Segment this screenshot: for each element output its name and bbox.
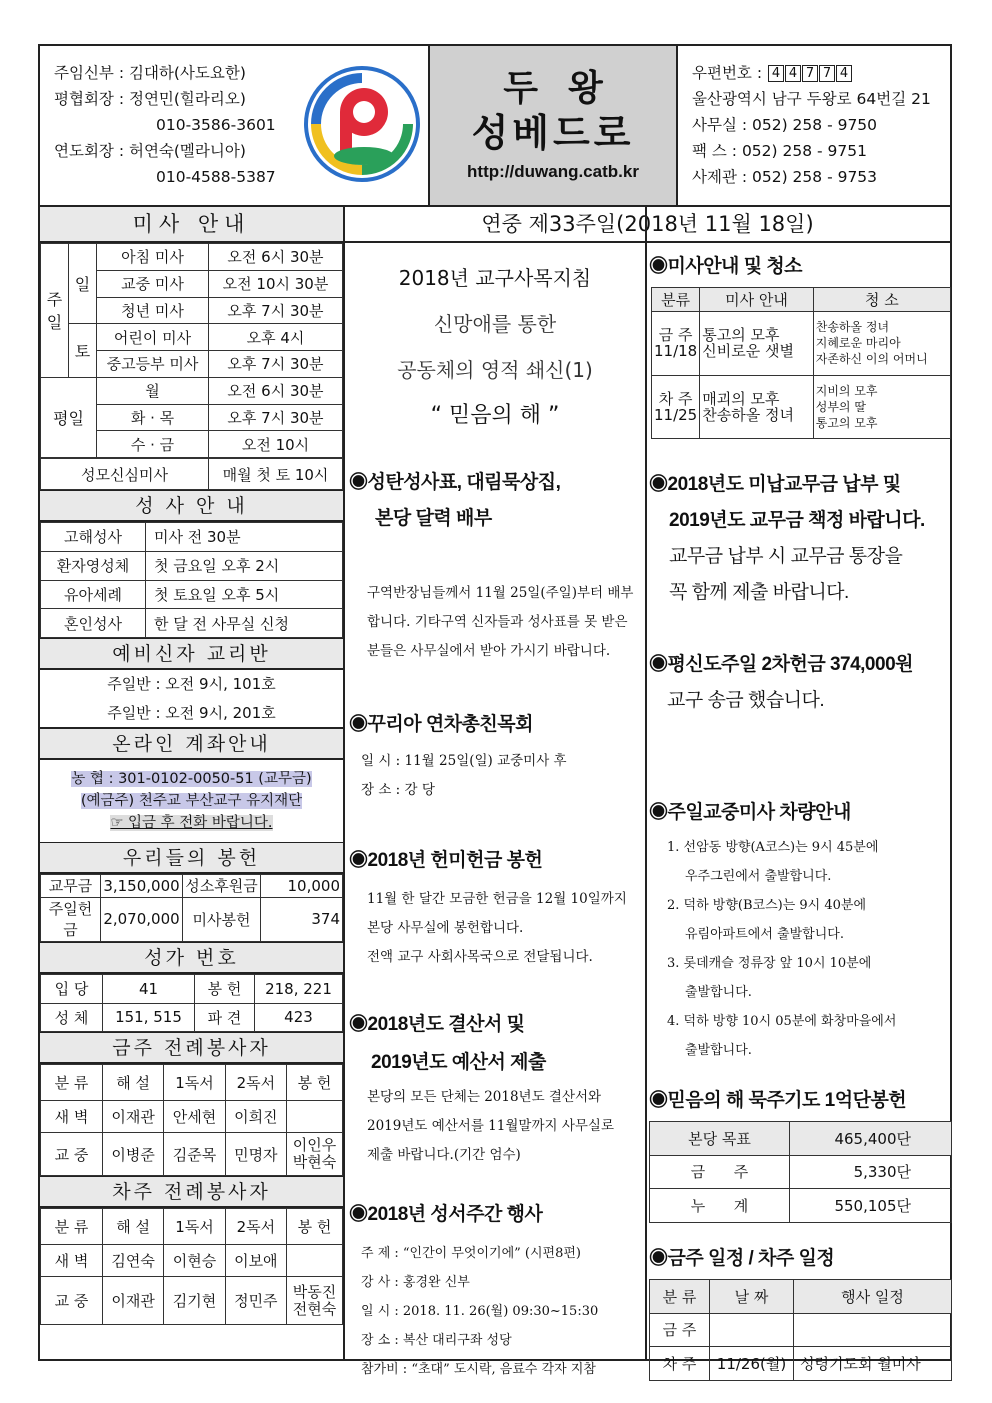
notice-donation-title: ◉2018년 헌미헌금 봉헌 (349, 850, 543, 871)
account-number: 농 협 : 301-0102-0050-51 (교무금) (71, 771, 312, 787)
legion-president: 연도회장 : 허연숙(멜라니아) (54, 142, 246, 160)
title-box (428, 46, 678, 205)
next-servers-title: 차주 전례봉사자 (40, 1176, 343, 1208)
offering-title: 우리들의 봉헌 (40, 842, 343, 874)
servers-table: 분 류 해 설 1독서 2독서 봉 헌 새 벽 이재관 안세현 이희진 교 중 이병준 김준목 민명자 이인우 박현숙 (40, 1064, 343, 1176)
notice-donation-body: 11월 한 달간 모금한 헌금을 12월 10일까지 본당 사무실에 봉헌합니다. 전액 교구 사회사목국으로 전달됩니다. (367, 891, 627, 965)
notice-bible-week-title: ◉2018년 성서주간 행사 (349, 1204, 543, 1225)
notice-curia-title: ◉꾸리아 연차총친목회 (349, 714, 533, 735)
header-right (692, 60, 931, 190)
account-title: 온라인 계좌안내 (40, 728, 343, 760)
notice-budget-title: ◉2018년도 결산서 및 2019년도 예산서 제출 (349, 1014, 546, 1073)
catechism-title: 예비신자 교리반 (40, 638, 343, 670)
fax: 팩 스 : 052) 258 - 9751 (692, 142, 867, 160)
liturgical-date: 연중 제33주일(2018년 11월 18일) (345, 207, 950, 243)
postal-code: 우편번호 : 4 4 7 7 4 (692, 60, 931, 86)
account-holder: (예금주) 천주교 부산교구 유지재단 (80, 793, 303, 809)
sunday-label: 주일 (41, 244, 69, 378)
council-phone: 010-3586-3601 (156, 116, 276, 134)
account-info (40, 760, 343, 842)
notice-curia-body: 일 시 : 11월 25일(일) 교중미사 후 장 소 : 강 당 (361, 753, 567, 798)
notice-budget-body: 본당의 모든 단체는 2018년도 결산서와 2019년도 예산서를 11월말까지 사무실로 제출 바랍니다.(기간 엄수) (367, 1089, 614, 1163)
pastoral-theme: 2018년 교구사목지침 신망애를 통한 공동체의 영적 쇄신(1) “ 믿음의 해 ” (397, 266, 593, 428)
schedule-table: 분 류 날 짜 행사 일정 금 주 차 주 11/26(월) 성령기도회 월미사 (649, 1279, 952, 1381)
heart-mass: 성모신심미사 매월 첫 토 10시 (40, 458, 343, 490)
rosary-title: ◉믿음의 해 묵주기도 1억단봉헌 (649, 1090, 907, 1111)
weekday-label: 평일 (41, 377, 97, 457)
notice-laity-sunday: ◉평신도주일 2차헌금 374,000원 교구 송금 했습니다. (649, 654, 913, 711)
sacrament-title: 성 사 안 내 (40, 490, 343, 522)
hymn-table: 입 당 41 봉 헌 218, 221 성 체 151, 515 파 견 423 (40, 974, 343, 1032)
cleaning-title: ◉미사안내 및 청소 (649, 256, 803, 277)
right-column (645, 207, 950, 1374)
website-url[interactable]: http://duwang.catb.kr (467, 162, 639, 181)
header-left (54, 60, 276, 190)
council-president: 평협회장 : 정연민(힐라리오) (54, 90, 246, 108)
next-servers-table: 분 류 해 설 1독서 2독서 봉 헌 새 벽 김연숙 이현승 이보애 교 중 이재관 김기현 정민주 박동진 전현숙 (40, 1208, 343, 1325)
schedule-title: ◉금주 일정 / 차주 일정 (649, 1248, 835, 1269)
catechism-list: 주일반 : 오전 9시, 101호 주일반 : 오전 9시, 201호 (40, 670, 343, 728)
title-peter: 성베드로 (471, 111, 635, 155)
hymn-title: 성가 번호 (40, 942, 343, 974)
legion-phone: 010-4588-5387 (156, 168, 276, 186)
notice-bible-week-body: 주 제 : “인간이 무엇이기에” (시편8편) 강 사 : 홍경완 신부 일 시 : 2018. 11. 26(월) 09:30~15:30 장 소 : 복산 대리구좌 성당 참가비 : “초대” 도시락, 음료수 각자 지참 (361, 1246, 599, 1377)
notice-dues: ◉2018년도 미납교무금 납부 및 2019년도 교무금 책정 바랍니다. 교무금 납부 시 교무금 통장을 꼭 함께 제출 바랍니다. (649, 474, 925, 603)
middle-column (345, 207, 645, 1377)
cleaning-table: 분류 미사 안내 청 소 금 주 11/18 통고의 모후 신비로운 샛별 찬송하올 정녀 지혜로운 마리아 자존하신 이의 어머니 차 주 11/25 매괴의 모후 찬송하올 정녀 지비의 모후 성부의 딸 통고의 모후 (651, 287, 951, 439)
account-note: ☞ 입금 후 전화 바랍니다. (110, 815, 273, 831)
rectory-phone: 사제관 : 052) 258 - 9753 (692, 168, 878, 186)
servers-title: 금주 전례봉사자 (40, 1032, 343, 1064)
sacrament-table: 고해성사 미사 전 30분 환자영성체 첫 금요일 오후 2시 유아세례 첫 토요일 오후 5시 혼인성사 한 달 전 사무실 신청 (40, 522, 343, 638)
shuttle-body: 1. 선암동 방향(A코스)는 9시 45분에 우주그린에서 출발합니다. 2. 덕하 방향(B코스)는 9시 40분에 유림아파트에서 출발합니다. 3. 롯데캐슬 정류장 앞 10시 10분에 출발합니다. 4. 덕하 방향 10시 05분에 화창마을에서 출발합니다. (667, 840, 897, 1058)
address: 울산광역시 남구 두왕로 64번길 21 (692, 90, 931, 108)
left-column (40, 207, 345, 1361)
header (40, 46, 950, 207)
parish-logo-icon (302, 64, 422, 184)
mass-table: 주일 일 아침 미사 오전 6시 30분 교중 미사 오전 10시 30분 청년 미사 오후 7시 30분 토 어린이 미사 오후 4시 중고등부 미사 오후 7시 30분 평일 월 오전 6시 30분 화 · 목 오후 7시 30분 수 · 금 오전 10시 (40, 243, 343, 458)
mass-title: 미사 안내 (40, 207, 343, 243)
notice-christmas-title: ◉성탄성사표, 대림묵상집, 본당 달력 배부 (349, 472, 561, 529)
pastor: 주임신부 : 김대하(사도요한) (54, 64, 246, 82)
title-duwang: 두왕 (503, 68, 633, 109)
shuttle-title: ◉주일교중미사 차량안내 (649, 802, 851, 823)
offering-table: 교무금 3,150,000 성소후원금 10,000 주일헌금 2,070,000 미사봉헌 374 (40, 874, 343, 942)
notice-christmas-body: 구역반장님들께서 11월 25일(주일)부터 배부 합니다. 기타구역 신자들과 성사표를 못 받은 분들은 사무실에서 받아 가시기 바랍니다. (367, 585, 634, 659)
rosary-table: 본당 목표 465,400단 금 주 5,330단 누 계 550,105단 (649, 1121, 952, 1223)
bulletin-frame (38, 44, 952, 1377)
office-phone: 사무실 : 052) 258 - 9750 (692, 116, 878, 134)
